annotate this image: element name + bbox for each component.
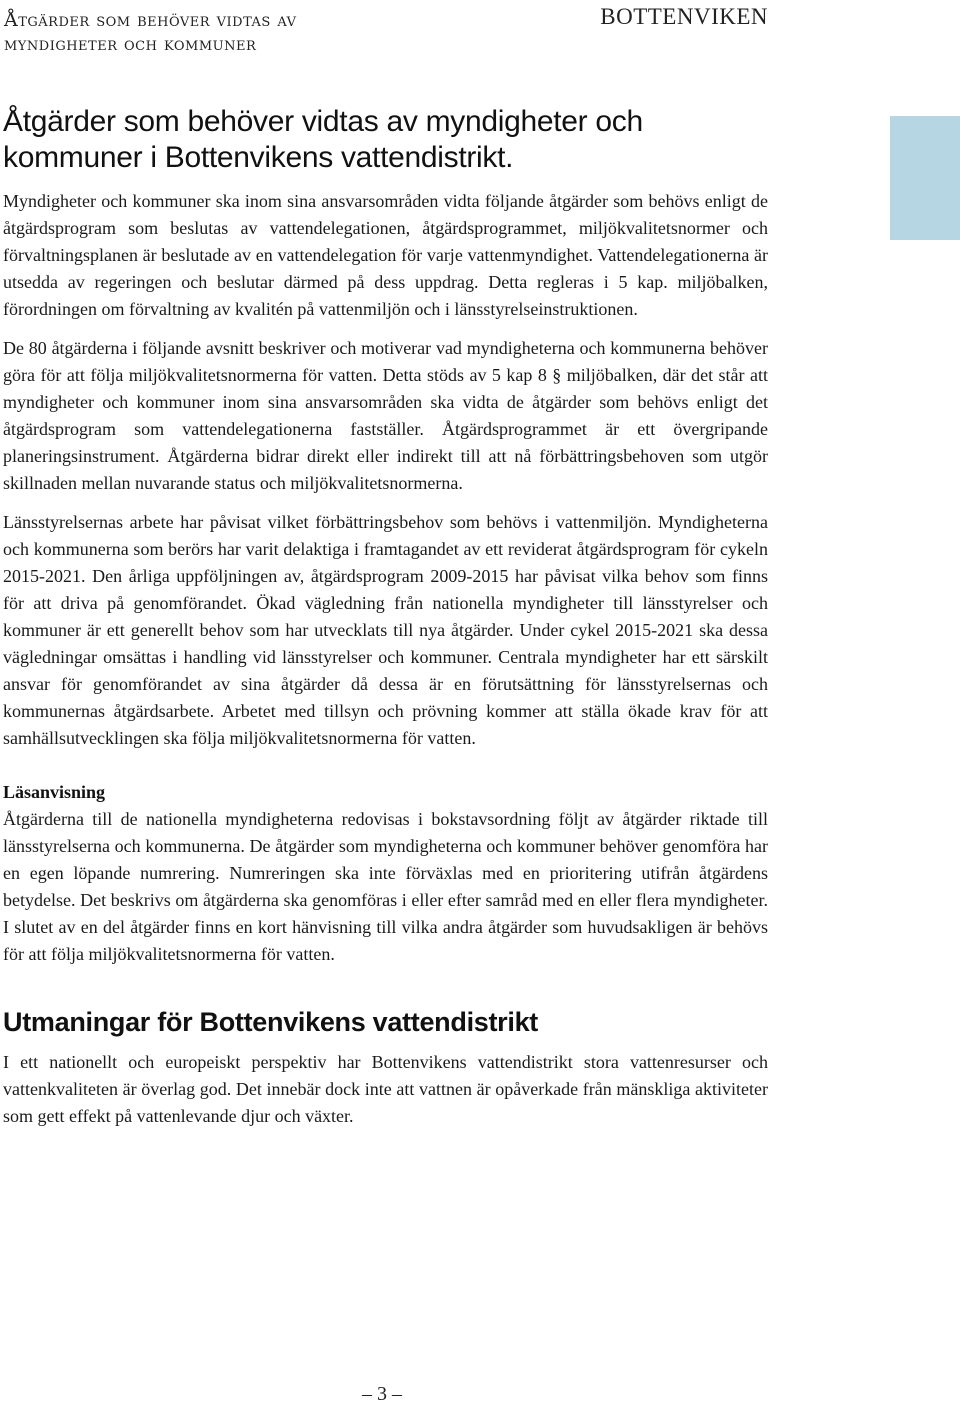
page-number: – 3 – — [362, 1383, 402, 1405]
page-title: Åtgärder som behöver vidtas av myndigheter och kommuner i Bottenvikens vattendistrikt. — [3, 105, 643, 174]
reading-guide-text: Åtgärderna till de nationella myndigheterna redovisas i bokstavsordning följt av åtgärder riktade till länsstyrelserna och kommunerna. De åtgärder som myndigheterna och kommuner behöver genomföra har en egen löpande numrering. Numreringen ska inte förväxlas med en prioritering utifrån åtgärdens betydelse. Det beskrivs om åtgärderna ska genomföras i eller efter samråd med en eller flera myndigheter. I slutet av en del åtgärder finns en kort hänvisning till vilka andra åtgärder som huvudsakligen är behövs för att följa miljökvalitetsnormerna för vatten. — [3, 809, 768, 964]
page-content — [3, 104, 768, 1142]
challenges-heading: Utmaningar för Bottenvikens vattendistrikt — [3, 1007, 538, 1037]
reading-guide-heading: Läsanvisning — [3, 782, 106, 802]
intro-paragraph: Myndigheter och kommuner ska inom sina ansvarsområden vidta följande åtgärder som behövs enligt de åtgärdsprogram som beslutas av vattendelegationen, åtgärdsprogrammet, miljökvalitetsnormer och förvaltningsplanen är beslutade av en vattendelegation för varje vattenmyndighet. Vattendelegationerna är utsedda av regeringen och beslutar därmed på dess uppdrag. Detta regleras i 5 kap. miljöbalken, förordningen om förvaltning av kvalitén på vattenmiljön och i länsstyrelseinstruktionen. — [3, 191, 768, 319]
running-header-section: Åtgärder som behöver vidtas av myndigheter och kommuner — [4, 9, 297, 55]
body-paragraph-needs: Länsstyrelsernas arbete har påvisat vilket förbättringsbehov som behövs i vattenmiljön. Myndigheterna och kommunerna som berörs har varit delaktiga i framtagandet av ett reviderat åtgärdsprogram för cykeln 2015-2021. Den årliga uppföljningen av, åtgärdsprogram 2009-2015 har påvisat vilka behov som finns för att driva på genomförandet. Ökad vägledning från nationella myndigheter till länsstyrelser och kommuner är ett generellt behov som har utvecklats till nya åtgärder. Under cykel 2015-2021 ska dessa vägledningar omsättas i handling vid länsstyrelser och kommuner. Centrala myndigheter har ett särskilt ansvar för genomförandet av sina åtgärder då dessa är en förutsättning för länsstyrelsernas och kommunernas åtgärdsarbete. Arbetet med tillsyn och prövning kommer att ställa ökade krav för att samhällsutvecklingen ska följa miljökvalitetsnormerna för vatten. — [3, 512, 768, 748]
challenges-text: I ett nationellt och europeiskt perspektiv har Bottenvikens vattendistrikt stora vattenresurser och vattenkvaliteten är överlag god. Det innebär dock inte att vattnen är opåverkade från mänskliga aktiviteter som gett effekt på vattenlevande djur och växter. — [3, 1052, 768, 1126]
running-header-district: BOTTENVIKEN — [600, 4, 768, 29]
body-paragraph-actions: De 80 åtgärderna i följande avsnitt beskriver och motiverar vad myndigheterna och kommunerna behöver göra för att följa miljökvalitetsnormerna för vatten. Detta stöds av 5 kap 8 § miljöbalken, där det står att myndigheter och kommuner inom sina ansvarsområden ska vidta de åtgärder som behövs enligt det åtgärdsprogram som vattendelegationerna fastställer. Åtgärdsprogrammet är ett övergripande planeringsinstrument. Åtgärderna bidrar direkt eller indirekt till att nå förbättringsbehoven som utgör skillnaden mellan nuvarande status och miljökvalitetsnormerna. — [3, 338, 768, 493]
chapter-tab-marker — [890, 116, 960, 240]
